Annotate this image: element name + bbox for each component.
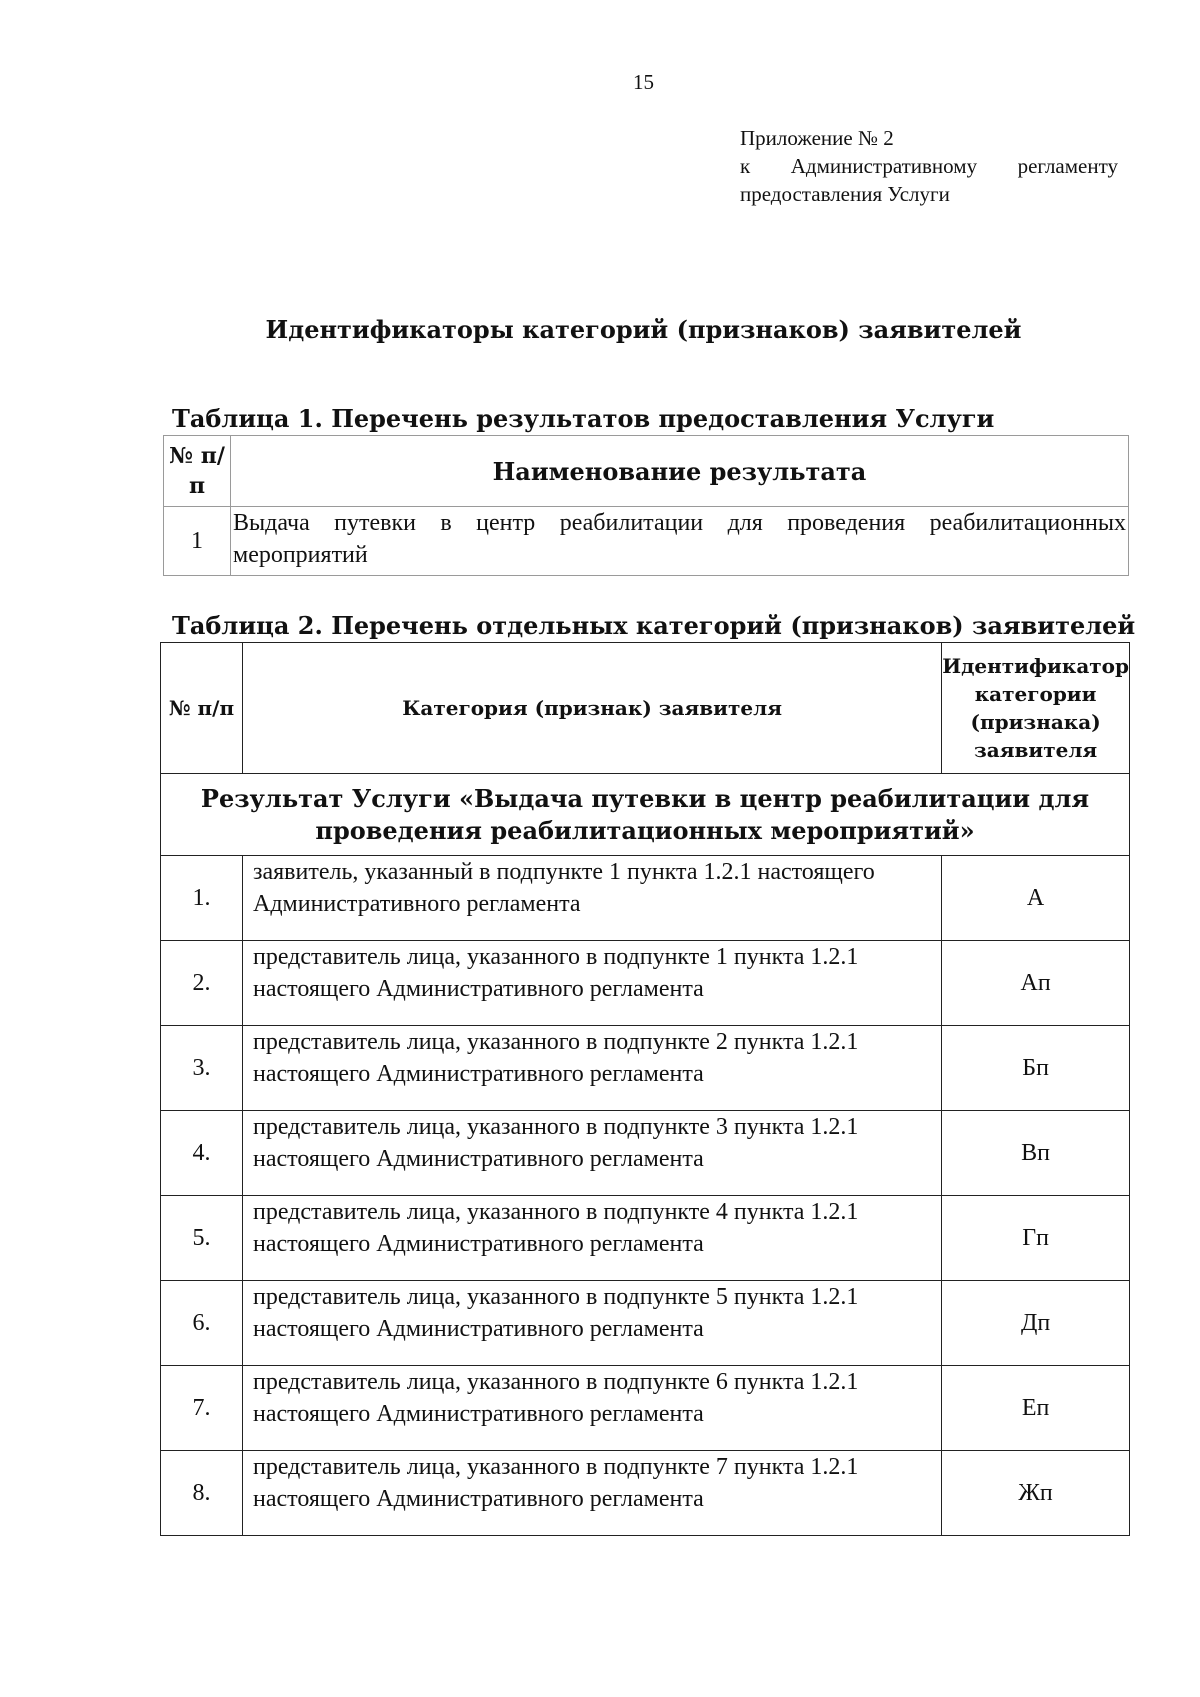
row-identifier: Еп bbox=[942, 1366, 1130, 1451]
row-category: заявитель, указанный в подпункте 1 пункта 1.2.1 настоящего Административного регламента bbox=[243, 856, 942, 941]
table1-header-num: № п/п bbox=[164, 436, 231, 507]
table-row bbox=[161, 1196, 1130, 1281]
section-title: Результат Услуги «Выдача путевки в центр реабилитации для проведения реабилитационных мероприятий» bbox=[161, 774, 1130, 856]
table1-caption: Таблица 1. Перечень результатов предоставления Услуги bbox=[172, 404, 995, 433]
results-table bbox=[163, 435, 1129, 576]
table1-header-row bbox=[164, 436, 1129, 507]
row-identifier: Бп bbox=[942, 1026, 1130, 1111]
row-num: 8. bbox=[161, 1451, 243, 1536]
table1-row-num: 1 bbox=[164, 507, 231, 576]
page-number: 15 bbox=[633, 70, 654, 94]
row-identifier: Гп bbox=[942, 1196, 1130, 1281]
row-num: 5. bbox=[161, 1196, 243, 1281]
row-identifier: Дп bbox=[942, 1281, 1130, 1366]
table-row bbox=[161, 1281, 1130, 1366]
row-identifier: А bbox=[942, 856, 1130, 941]
table-row bbox=[161, 1366, 1130, 1451]
table2-caption: Таблица 2. Перечень отдельных категорий (признаков) заявителей bbox=[172, 611, 1136, 640]
appendix-line-1: Приложение № 2 bbox=[740, 126, 894, 150]
appendix-line-2: к Административному регламенту bbox=[740, 154, 1118, 178]
table-row bbox=[161, 1026, 1130, 1111]
row-category: представитель лица, указанного в подпункте 6 пункта 1.2.1 настоящего Административного регламента bbox=[243, 1366, 942, 1451]
row-num: 4. bbox=[161, 1111, 243, 1196]
table-row bbox=[161, 856, 1130, 941]
table2-header-row bbox=[161, 643, 1130, 774]
table-row bbox=[161, 941, 1130, 1026]
appendix-note bbox=[740, 124, 1118, 208]
table1-header-name: Наименование результата bbox=[231, 436, 1129, 507]
table-row bbox=[164, 507, 1129, 576]
row-num: 6. bbox=[161, 1281, 243, 1366]
row-category: представитель лица, указанного в подпункте 3 пункта 1.2.1 настоящего Административного регламента bbox=[243, 1111, 942, 1196]
table2-header-num: № п/п bbox=[161, 643, 243, 774]
appendix-line-3: предоставления Услуги bbox=[740, 182, 950, 206]
row-category: представитель лица, указанного в подпункте 1 пункта 1.2.1 настоящего Административного регламента bbox=[243, 941, 942, 1026]
row-identifier: Вп bbox=[942, 1111, 1130, 1196]
row-num: 2. bbox=[161, 941, 243, 1026]
categories-table bbox=[160, 642, 1130, 1536]
row-identifier: Жп bbox=[942, 1451, 1130, 1536]
table2-header-category: Категория (признак) заявителя bbox=[243, 643, 942, 774]
row-category: представитель лица, указанного в подпункте 4 пункта 1.2.1 настоящего Административного регламента bbox=[243, 1196, 942, 1281]
document-title: Идентификаторы категорий (признаков) заявителей bbox=[265, 315, 1022, 344]
row-category: представитель лица, указанного в подпункте 7 пункта 1.2.1 настоящего Административного регламента bbox=[243, 1451, 942, 1536]
table-row bbox=[161, 1451, 1130, 1536]
table1-row-text: Выдача путевки в центр реабилитации для проведения реабилитационных мероприятий bbox=[231, 507, 1129, 576]
row-num: 7. bbox=[161, 1366, 243, 1451]
table2-section-row bbox=[161, 774, 1130, 856]
row-identifier: Ап bbox=[942, 941, 1130, 1026]
table-row bbox=[161, 1111, 1130, 1196]
row-num: 1. bbox=[161, 856, 243, 941]
row-num: 3. bbox=[161, 1026, 243, 1111]
row-category: представитель лица, указанного в подпункте 2 пункта 1.2.1 настоящего Административного регламента bbox=[243, 1026, 942, 1111]
row-category: представитель лица, указанного в подпункте 5 пункта 1.2.1 настоящего Административного регламента bbox=[243, 1281, 942, 1366]
table2-header-id: Идентификатор категории (признака) заявителя bbox=[942, 643, 1130, 774]
